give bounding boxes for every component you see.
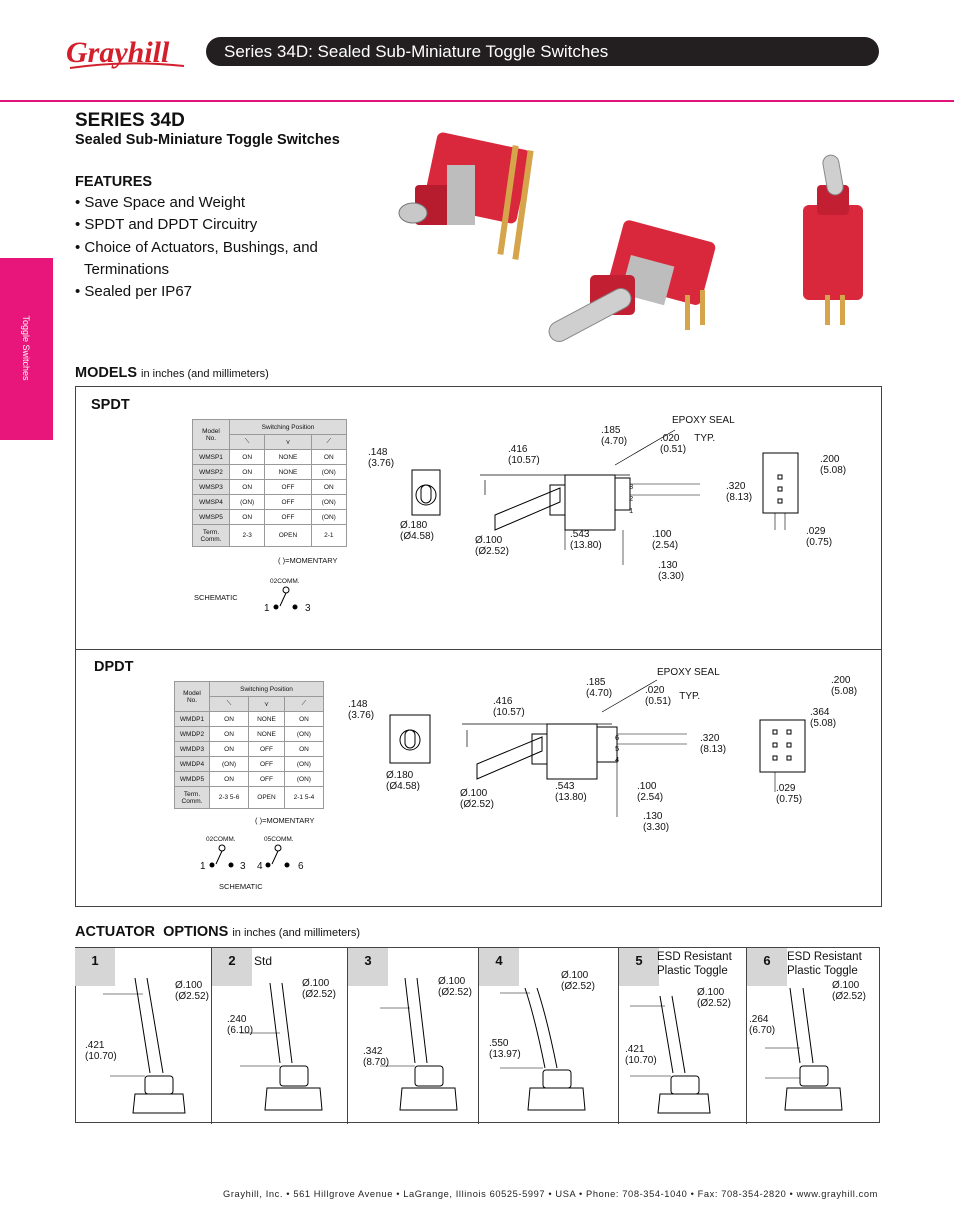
dpdt-dim-320: .320 (8.13) [700,733,727,755]
logo-text: Grayhill [66,36,170,69]
pin-num: 2 [629,494,634,503]
dpdt-dim-543: .543 (13.80) [555,781,587,803]
spdt-label: SPDT [91,397,130,413]
spdt-front-view [400,465,450,520]
switch-photo-vertical [803,154,863,325]
spdt-dim-200: .200 (5.08) [820,454,847,476]
spdt-dim-416: .416 (10.57) [508,444,540,466]
dpdt-momentary-note: ( )=MOMENTARY [255,816,315,825]
option-dia: Ø.100 (Ø2.52) [175,980,209,1002]
table-row: Term. Comm. 2-3 OPEN 2-1 [193,525,347,547]
spdt-dim-320: .320 (8.13) [726,481,753,503]
dpdt-dim-200: .200 (5.08) [831,675,858,697]
spdt-schematic [262,585,322,615]
dpdt-dim-100-dia: Ø.100 (Ø2.52) [460,788,494,810]
spdt-comm-label: 02COMM. [270,578,300,585]
spdt-dim-130: .130 (3.30) [658,560,685,582]
option-label: ESD Resistant Plastic Toggle [787,951,862,977]
series-title: SERIES 34D [75,110,185,131]
dpdt-label: DPDT [94,659,134,675]
table-row: WMSP1 ON NONE ON [193,450,347,465]
table-row: Term. Comm. 2-3 5-6 OPEN 2-1 5-4 [175,787,324,809]
pin-num: 4 [615,755,620,764]
actuator-heading-text: ACTUATOR OPTIONS [75,924,229,940]
feature-item: • Choice of Actuators, Bushings, and [75,238,318,256]
dpdt-dim-100: .100 (2.54) [637,781,664,803]
spdt-dim-180: Ø.180 (Ø4.58) [400,520,434,542]
dpdt-end-view [725,700,815,795]
dpdt-comm-label-2: 05COMM. [264,836,294,843]
dpdt-pin-1: 1 [200,861,206,872]
table-row: WMSP2 ON NONE (ON) [193,465,347,480]
footer-contact: Grayhill, Inc. • 561 Hillgrove Avenue • LaGrange, Illinois 60525-5997 • USA • Phone: 708-354-1040 • Fax: 708-354-2820 • www.grayhill.com [223,1189,878,1199]
dpdt-pin-3: 3 [240,861,246,872]
option-number: 1 [75,948,115,986]
option-dia: Ø.100 (Ø2.52) [697,987,731,1009]
spdt-dim-020: .020 TYP. (0.51) [660,433,716,455]
option-label: ESD Resistant Plastic Toggle [657,951,732,977]
table-row: WMDP2 ON NONE (ON) [175,727,324,742]
pin-num: 5 [615,744,620,753]
dpdt-schematic [198,843,308,873]
option-length: .240 (6.10) [227,1014,254,1036]
pin-num: 3 [629,482,634,491]
dpdt-dim-185: .185 (4.70) [586,677,613,699]
table-row: WMDP3 ON OFF ON [175,742,324,757]
spdt-dim-100: .100 (2.54) [652,529,679,551]
dpdt-front-view [385,710,440,770]
option-number: 2 [212,948,252,986]
dpdt-schematic-label: SCHEMATIC [219,882,263,891]
dpdt-pin-6: 6 [298,861,304,872]
table-header-model: Model No. [193,420,230,450]
models-heading-text: MODELS [75,365,138,381]
option-number: 3 [348,948,388,986]
page-banner: Series 34D: Sealed Sub-Miniature Toggle Switches [206,37,879,66]
table-header-switching: Switching Position [210,682,324,697]
pin-num: 1 [629,506,634,515]
actuator-units: in inches (and millimeters) [232,927,361,939]
dpdt-dim-364: .364 (5.08) [810,707,837,729]
dpdt-dim-180: Ø.180 (Ø4.58) [386,770,420,792]
models-heading [75,365,269,381]
dpdt-dim-416: .416 (10.57) [493,696,525,718]
spdt-epoxy-seal: EPOXY SEAL [672,415,735,426]
logo-graphic [64,30,194,74]
spdt-schematic-label: SCHEMATIC [194,593,238,602]
spdt-pin-numbers [629,481,633,517]
pin-num: 6 [615,733,620,742]
side-tab-label: Toggle Switches [21,315,31,381]
table-row: WMDP1 ON NONE ON [175,712,324,727]
option-number: 4 [479,948,519,986]
dpdt-table: Model No. Switching Position ⟍ ⋎ ⟋ WMDP1 ON NONE ON WMDP2 ON NONE (ON) WMDP3 ON OFF ON WMDP4 (ON) OFF (ON) WMDP5 ON OFF (ON) Term. Comm. 2-3 5-6 OPEN 2-1 5-4 [174,681,324,809]
table-header-model: Model No. [175,682,210,712]
switch-photo-right-angle [399,131,534,259]
option-length: .421 (10.70) [625,1044,657,1066]
option-label: Std [254,954,273,968]
table-row: WMSP4 (ON) OFF (ON) [193,495,347,510]
option-dia: Ø.100 (Ø2.52) [302,978,336,1000]
spdt-momentary-note: ( )=MOMENTARY [278,556,338,565]
option-dia: Ø.100 (Ø2.52) [561,970,595,992]
spdt-dim-029: .029 (0.75) [806,526,833,548]
spdt-pin-3: 3 [305,603,311,614]
spdt-table: Model No. Switching Position ⟍ ⋎ ⟋ WMSP1 ON NONE ON WMSP2 ON NONE (ON) WMSP3 ON OFF ON WMSP4 (ON) OFF (ON) WMSP5 ON OFF (ON) Term. Comm. 2-3 OPEN 2-1 [192,419,347,547]
feature-item: • Sealed per IP67 [75,283,192,301]
option-dia: Ø.100 (Ø2.52) [832,980,866,1002]
feature-item: • Save Space and Weight [75,194,246,211]
option-length: .264 (6.70) [749,1014,776,1036]
dpdt-dim-029: .029 (0.75) [776,783,803,805]
feature-item: • SPDT and DPDT Circuitry [75,216,258,234]
table-row: WMDP5 ON OFF (ON) [175,772,324,787]
table-row: WMDP4 (ON) OFF (ON) [175,757,324,772]
option-length: .342 (8.70) [363,1046,390,1068]
option-number: 5 [619,948,659,986]
features-list [75,192,365,303]
models-divider [75,649,882,650]
spdt-dim-543: .543 (13.80) [570,529,602,551]
option-dia: Ø.100 (Ø2.52) [438,976,472,998]
grayhill-logo [64,30,194,74]
dpdt-dim-148: .148 (3.76) [348,699,375,721]
dpdt-dim-130: .130 (3.30) [643,811,670,833]
actuator-heading [75,924,360,940]
dpdt-dim-020: .020 TYP. (0.51) [645,685,701,707]
spdt-dim-148: .148 (3.76) [368,447,395,469]
table-row: WMSP3 ON OFF ON [193,480,347,495]
dpdt-epoxy-seal: EPOXY SEAL [657,667,720,678]
spdt-pin-1: 1 [264,603,270,614]
models-units: in inches (and millimeters) [141,368,269,380]
actuator-drawings [75,948,880,1124]
header-rule [0,100,954,102]
dpdt-pin-numbers [615,732,619,765]
table-row: WMSP5 ON OFF (ON) [193,510,347,525]
dpdt-pin-4: 4 [257,861,263,872]
option-length: .421 (10.70) [85,1040,117,1062]
features-heading: FEATURES [75,174,153,190]
option-length: .550 (13.97) [489,1038,521,1060]
switch-photo-long-toggle [546,219,717,345]
feature-item: Terminations [84,260,170,278]
spdt-dim-185: .185 (4.70) [601,425,628,447]
side-tab[interactable] [0,258,53,440]
product-photo [385,125,885,360]
option-number: 6 [747,948,787,986]
dpdt-comm-label-1: 02COMM. [206,836,236,843]
series-subtitle: Sealed Sub-Miniature Toggle Switches [75,132,340,148]
spdt-dim-100-dia: Ø.100 (Ø2.52) [475,535,509,557]
table-header-switching: Switching Position [230,420,347,435]
